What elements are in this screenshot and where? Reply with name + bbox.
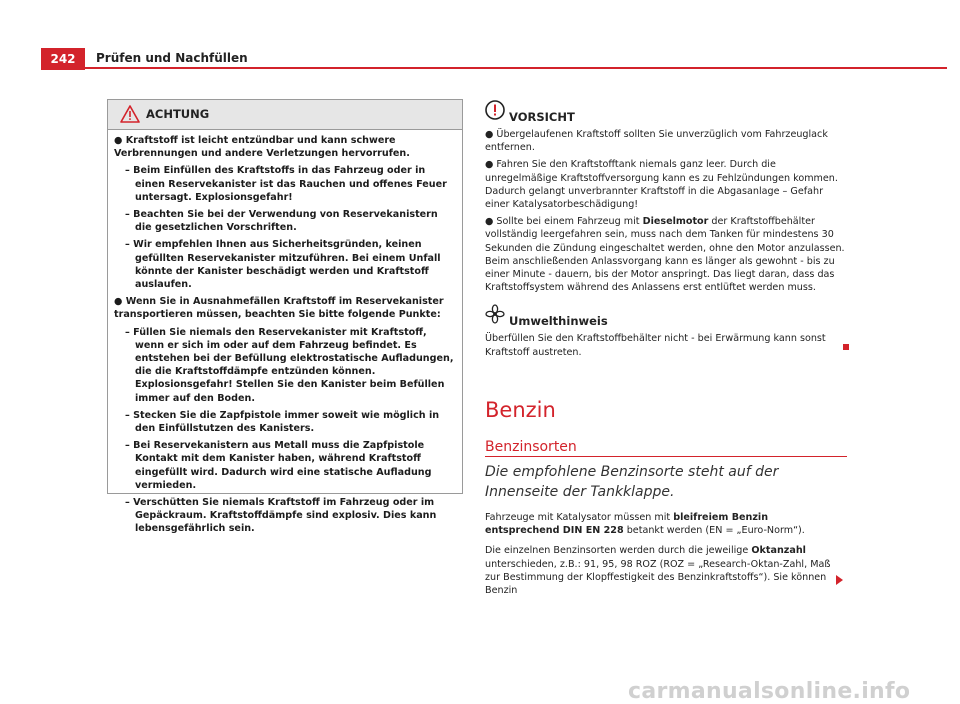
page-number: 242 [41, 48, 85, 70]
warning-bullet: ● Kraftstoff ist leicht entzündbar und kann schwere Verbrennungen und andere Verletzungen hervorrufen. [114, 135, 410, 160]
warning-subitem: – Beim Einfüllen des Kraftstoffs in das Fahrzeug oder in einen Reservekanister ist das Rauchen und offenes Feuer untersagt. Explosionsgefahr! [125, 165, 447, 203]
warning-bullet: ● Wenn Sie in Ausnahmefällen Kraftstoff im Reservekanister transportieren müssen, beachten Sie bitte folgende Punkte: [114, 296, 444, 321]
caution-item: ● Fahren Sie den Kraftstofftank niemals ganz leer. Durch die unregelmäßige Kraftstoffversorgung kann es zu Fehlzündungen kommen. Dadurch gelangt unverbrannter Kraftstoff in die Abgasanlage – Gefahr einer Katalysatorbeschädigung! [485, 159, 838, 211]
watermark: carmanualsonline.info [628, 679, 911, 704]
warning-subitem: – Füllen Sie niemals den Reservekanister mit Kraftstoff, wenn er sich im oder auf dem Fahrzeug befindet. Es entstehen bei der Befüllung elektrostatische Aufladungen, die die Kraftstoffdämpfe entzünden können. Explosionsgefahr! Stellen Sie den Kanister beim Befüllen immer auf den Boden. [125, 326, 454, 404]
exclamation-circle-icon [485, 100, 505, 120]
section-intro: Die empfohlene Benzinsorte steht auf der Innenseite der Tankklappe. [485, 464, 779, 500]
warning-triangle-icon [120, 105, 140, 123]
environment-text: Überfüllen Sie den Kraftstoffbehälter nicht - bei Erwärmung kann sonst Kraftstoff austreten. [485, 333, 826, 358]
warning-body [108, 130, 462, 536]
right-column [485, 100, 849, 363]
flower-icon [485, 304, 505, 324]
caution-item: ● Sollte bei einem Fahrzeug mit Dieselmotor der Kraftstoffbehälter vollständig leergefahren sein, muss nach dem Tanken für mindestens 30 Sekunden die Zündung eingeschaltet werden, ohne den Motor anzulassen. Beim anschließenden Anlassvorgang kann es länger als gewohnt - bis zu einer Minute - dauern, bis der Motor anspringt. Das liegt daran, dass das Kraftstoffsystem während des Anlassens erst entlüftet werden muss. [485, 216, 845, 294]
section-subheading: Benzinsorten [485, 439, 577, 455]
body-paragraph: Fahrzeuge mit Katalysator müssen mit bleifreiem Benzin entsprechend DIN EN 228 betankt werden (EN = „Euro-Norm“). [485, 512, 805, 537]
triangle-right-icon [836, 575, 843, 585]
environment-title: Umwelthinweis [509, 314, 608, 329]
warning-subitem: – Beachten Sie bei der Verwendung von Reservekanistern die gesetzlichen Vorschriften. [125, 209, 438, 234]
section-body [485, 511, 845, 604]
warning-title: ACHTUNG [146, 107, 210, 121]
caution-title: VORSICHT [509, 110, 575, 124]
warning-subitem: – Wir empfehlen Ihnen aus Sicherheitsgründen, keinen gefüllten Reservekanister mitzuführen. Bei einem Unfall könnte der Kanister beschädigt werden und Kraftstoff auslaufen. [125, 239, 441, 291]
caution-item: ● Übergelaufenen Kraftstoff sollten Sie unverzüglich vom Fahrzeuglack entfernen. [485, 129, 828, 154]
section-end-marker [843, 344, 849, 350]
warning-subitem: – Verschütten Sie niemals Kraftstoff im Fahrzeug oder im Gepäckraum. Kraftstoffdämpfe sind explosiv. Dies kann lebensgefährlich sein. [125, 497, 437, 535]
header-rule [85, 67, 947, 69]
section-heading: Benzin [485, 398, 556, 422]
page-header-title: Prüfen und Nachfüllen [96, 51, 248, 65]
warning-subitem: – Bei Reservekanistern aus Metall muss die Zapfpistole Kontakt mit dem Kanister haben, während Kraftstoff eingefüllt wird. Dadurch wird eine statische Aufladung vermieden. [125, 440, 432, 491]
warning-header [108, 100, 462, 130]
environment-header [485, 304, 849, 332]
subheading-rule [485, 456, 847, 457]
warning-box [107, 99, 463, 535]
warning-subitem: – Stecken Sie die Zapfpistole immer soweit wie möglich in den Einfüllstutzen des Kanisters. [125, 409, 440, 435]
body-paragraph: Die einzelnen Benzinsorten werden durch die jeweilige Oktanzahl unterschieden, z.B.: 91, 95, 98 ROZ (ROZ = „Research-Oktan-Zahl, Maß zur Bestimmung der Klopffestigkeit des Benzinkraftstoffs“). Sie können Benzin [485, 545, 831, 597]
caution-header [485, 100, 849, 128]
